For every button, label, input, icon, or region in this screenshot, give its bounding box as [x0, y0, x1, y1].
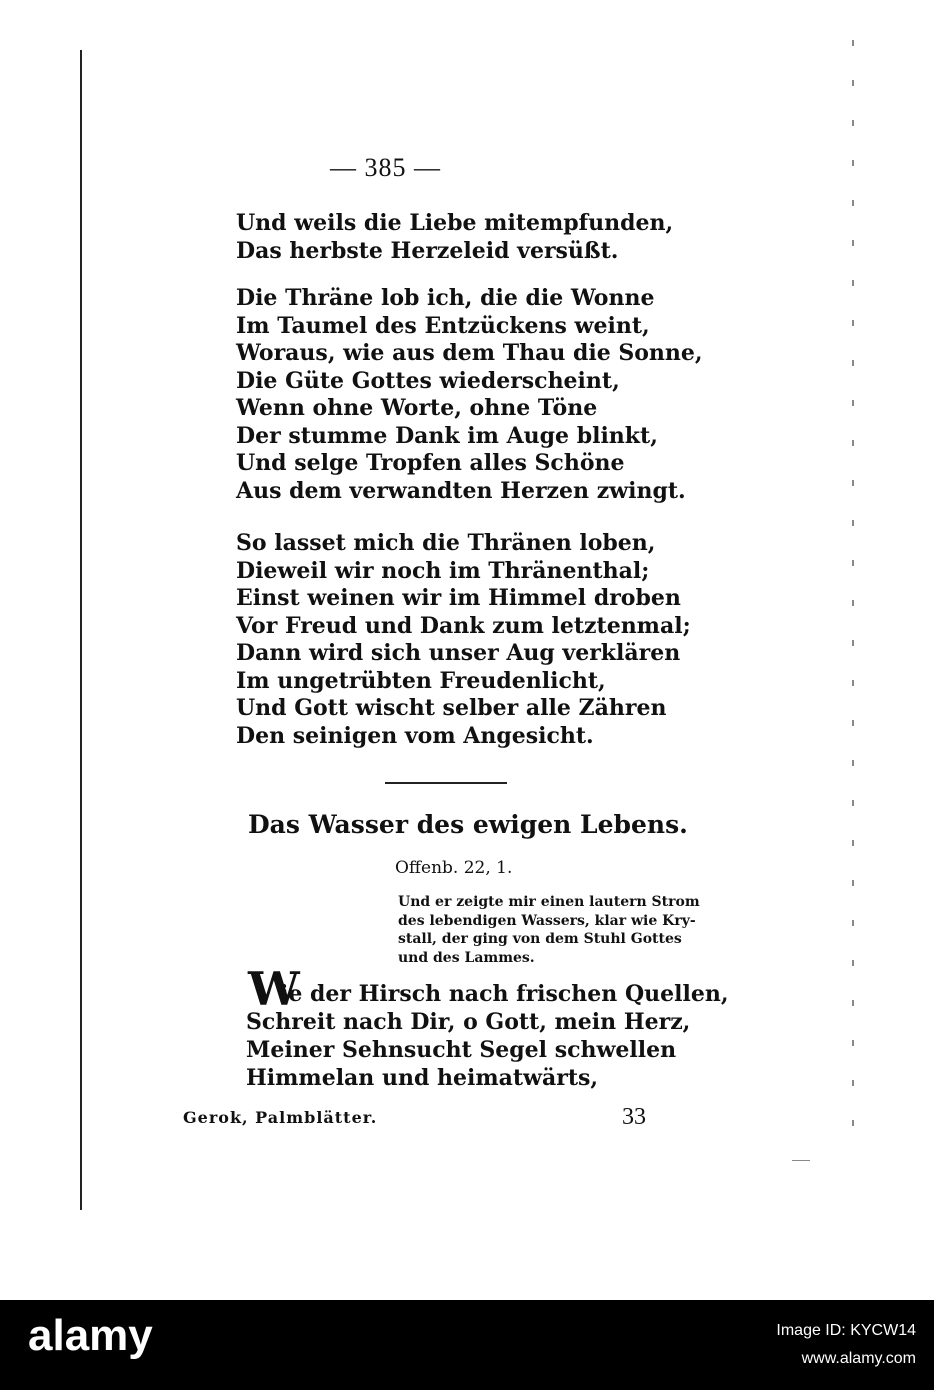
verse-line: ie der Hirsch nach frischen Quellen, — [280, 981, 729, 1007]
section-divider — [385, 782, 507, 784]
verse-line: Und selge Tropfen alles Schöne — [236, 450, 625, 476]
verse-line: Der stumme Dank im Auge blinkt, — [236, 422, 658, 449]
verse-line: Meiner Sehnsucht Segel schwellen — [246, 1037, 677, 1063]
footer-author-work: Gerok, Palmblätter. — [183, 1108, 378, 1127]
stanza-3 — [236, 530, 691, 750]
alamy-logo-icon — [28, 1312, 212, 1360]
epigraph-line: Und er zeigte mir einen lautern Strom — [398, 894, 700, 910]
alamy-logo-text: alamy — [28, 1312, 153, 1360]
verse-line: Und weils die Liebe mitempfunden, — [236, 210, 674, 236]
verse-line: Im ungetrübten Freudenlicht, — [236, 667, 606, 694]
verse-line: Die Güte Gottes wiederscheint, — [236, 367, 620, 394]
verse-line: Einst weinen wir im Himmel droben — [236, 585, 681, 611]
verse-line: Dieweil wir noch im Thränenthal; — [236, 557, 650, 584]
verse-line: Dann wird sich unser Aug verklären — [236, 640, 681, 666]
epigraph-line: stall, der ging von dem Stuhl Gottes — [398, 931, 682, 947]
page-number: — 385 — — [330, 153, 441, 182]
stanza-1 — [236, 210, 673, 265]
poem-title: Das Wasser des ewigen Lebens. — [248, 810, 688, 839]
epigraph-line: des lebendigen Wassers, klar wie Kry- — [398, 912, 696, 929]
verse-line: Im Taumel des Entzückens weint, — [236, 312, 650, 339]
scan-mark — [792, 1160, 810, 1161]
image-id: Image ID: KYCW14 — [776, 1322, 916, 1339]
stanza-4 — [246, 980, 728, 1092]
verse-line: Das herbste Herzeleid versüßt. — [236, 237, 619, 264]
verse-line: Himmelan und heimatwärts, — [246, 1065, 599, 1091]
stanza-2 — [236, 285, 703, 505]
watermark-bar — [0, 1300, 934, 1390]
verse-line: Den seinigen vom Angesicht. — [236, 722, 594, 749]
verse-line: Aus dem verwandten Herzen zwingt. — [236, 477, 686, 504]
verse-line: So lasset mich die Thränen loben, — [236, 530, 656, 556]
verse-line: Schreit nach Dir, o Gott, mein Herz, — [246, 1009, 691, 1035]
epigraph — [398, 893, 700, 967]
footer-signature-number: 33 — [622, 1104, 646, 1130]
verse-line: Woraus, wie aus dem Thau die Sonne, — [236, 340, 703, 366]
alamy-logo — [28, 1312, 212, 1360]
verse-line: Und Gott wischt selber alle Zähren — [236, 695, 667, 721]
drop-cap: W — [248, 962, 300, 1016]
bible-reference: Offenb. 22, 1. — [395, 858, 513, 878]
scan-specks — [852, 40, 854, 1140]
verse-line: Vor Freud und Dank zum letztenmal; — [236, 612, 691, 639]
page-left-edge-line — [80, 50, 82, 1210]
verse-line: Wenn ohne Worte, ohne Töne — [236, 395, 598, 421]
site-url: www.alamy.com — [801, 1350, 916, 1367]
epigraph-line: und des Lammes. — [398, 949, 535, 966]
verse-line: Die Thräne lob ich, die die Wonne — [236, 285, 655, 311]
